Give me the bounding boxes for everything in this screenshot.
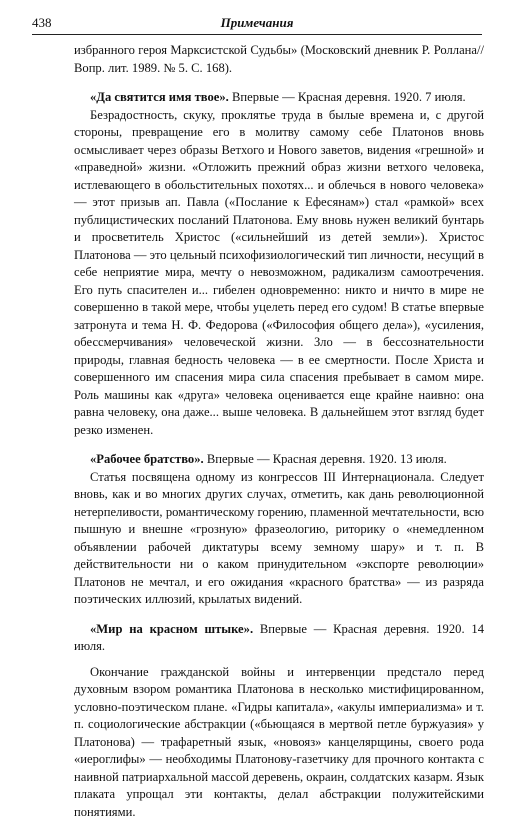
section-title: «Да святится имя твое».	[90, 90, 229, 104]
section-heading	[74, 89, 484, 107]
paragraph-text: Статья посвящена одному из конгрессов III Интернационала. Следует вновь, как и во многих других случах, отметить, как дань революционной нетерпеливости, романтическому горению, пламенной мечтательности, всю пышную и внешне «грозную» фразеологию, риторику о «немедленном объявлении рабочей диктатуры всему земному шару» и т. п. В действительности ни о каком принудительном «экспорте революции» Платонов не мечтал, и его ожидания «красного братства» — из разряда поэтических иллюзий, крылатых видений.	[74, 470, 484, 607]
running-title: Примечания	[32, 15, 482, 31]
body-text	[74, 42, 484, 821]
paragraph	[74, 469, 484, 609]
paragraph-text: Безрадостность, скуку, проклятье труда в былые времена и, с другой стороны, превращение его в молитву самому себе Платонов вновь осмысливает через образы Ветхого и Нового заветов, видения «грешной» и «праведной» жизни. «Отложить прежний образ жизни ветхого человека, истлевающего в обольстительных похотях... и облечься в нового человека» — этот призыв ап. Павла («Послание к Ефесянам») стал «рамкой» всех публицистических посланий Платонова. Ему вновь нужен великий бунтарь и просветитель Христос («сильнейший из детей земли»). Христос Платонова — это цельный психофизиологический тип личности, несущий в себе неприятие мира, мечту о невозможном, радикализм самоотречения. Его путь спасителен и... гибелен одновременно: никто и ничто в мире не совершенно в такой мере, чтобы уцелеть перед его судом! В статье впервые затронута и тема Н. Ф. Федорова («Философия общего дела»), «усиления, обессмерчивания» человеческой жизни. Зло — в бессознательности природы, главная бедность человека — в ее смертности. После Христа и совершенного им спасения мира сила спасения пребывает в самом мире. Роль машины как «друга» человека оценивается еще крайне наивно: она равна человеку, она даже... выше человека. В дальнейшем этот взгляд будет резко изменен.	[74, 108, 484, 437]
section-title: «Рабочее братство».	[90, 452, 204, 466]
page-number: 438	[32, 15, 52, 31]
paragraph-text: избранного героя Марксистской Судьбы» (Московский дневник Р. Роллана// Вопр. лит. 1989. № 5. С. 168).	[74, 43, 484, 75]
section-heading	[74, 621, 484, 656]
section-source: Впервые — Красная деревня. 1920. 7 июля.	[229, 90, 466, 104]
section-source: Впервые — Красная деревня. 1920. 14 июля.	[74, 622, 484, 654]
section-title: «Мир на красном штыке».	[90, 622, 253, 636]
paragraph	[74, 107, 484, 440]
paragraph	[74, 664, 484, 821]
paragraph-continuation	[74, 42, 484, 77]
running-header	[32, 14, 482, 35]
section-heading	[74, 451, 484, 469]
section-source: Впервые — Красная деревня. 1920. 13 июля.	[204, 452, 447, 466]
paragraph-text: Окончание гражданской войны и интервенции предстало перед духовным взором романтика Платонова в несколько мистифицированном, условно-поэтическом плане. «Гидры капитала», «акулы империализма» и т. п. социологические абстракции («бьющаяся в мертвой петле буржуазия» у Платонова) — трафаретный язык, «новояз» канцелярщины, своего рода «иероглифы» — необходимы Платонову-газетчику для прочного контакта с наивной патриархальной массой деревень, окраин, солдатских казарм. Язык плаката упрощал эти контакты, делал абстракции полужитейскими понятиями.	[74, 665, 484, 819]
